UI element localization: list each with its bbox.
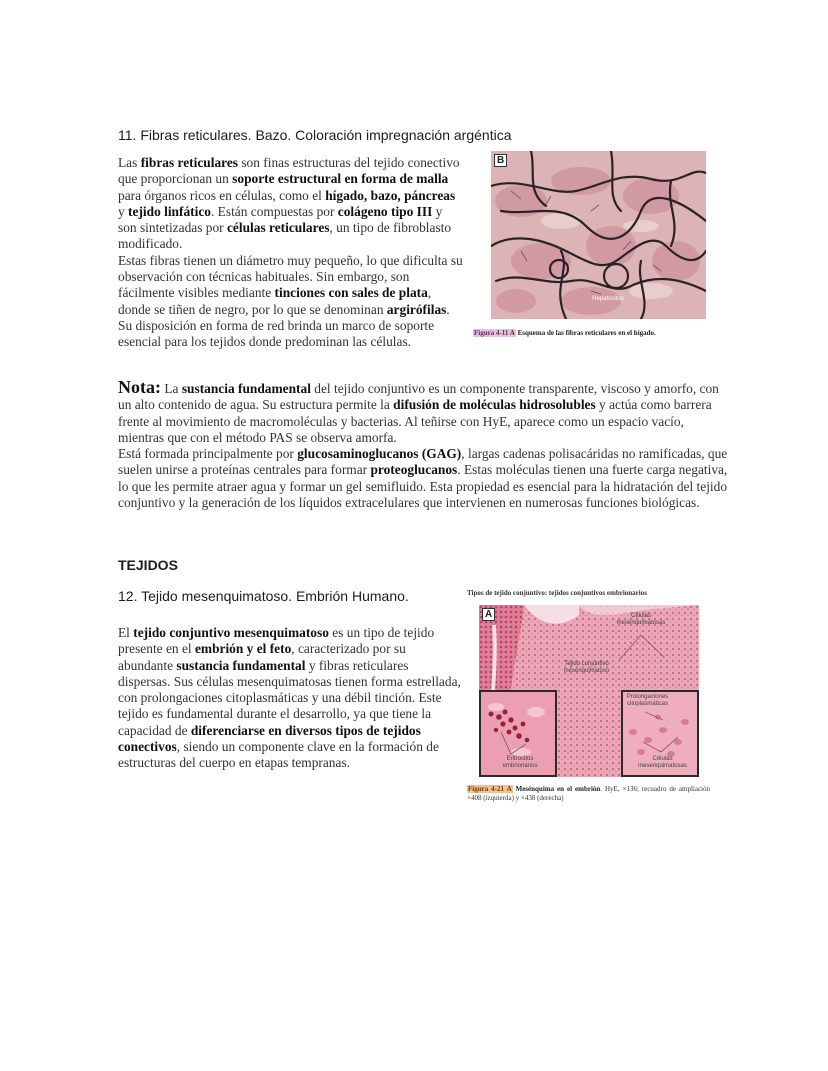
inset-left [479, 690, 557, 777]
section-12-heading: 12. Tejido mesenquimatoso. Embrión Humano. [118, 588, 409, 604]
section-11-paragraph: Las fibras reticulares son finas estructuras del tejido conectivo que proporcionan un soporte estructural en forma de malla para órganos ricos en células, como el hígado, bazo, páncreas y tejido linfático. Están compuestas por colágeno tipo III y son sintetizadas por células reticulares, un tipo de fibroblasto modificado. Estas fibras tienen un diámetro muy pequeño, lo que dificulta su observación con técnicas habituales. Sin embargo, son fácilmente visibles mediante tinciones con sales de plata, donde se tiñen de negro, por lo que se denominan argirófilas. Su disposición en forma de red brinda un marco de soporte esencial para los tejidos donde predominan las células. [118, 155, 463, 350]
figure-4-21-bold: Mesénquima en el embrión [512, 785, 601, 793]
mesenchyme-micrograph [479, 605, 699, 777]
celulas-inset-label: Células mesenquimatosas [638, 756, 687, 769]
section-11-heading: 11. Fibras reticulares. Bazo. Coloración impregnación argéntica [118, 127, 512, 143]
figure-letter-a: A [482, 608, 495, 621]
liver-silver-stain-image [491, 151, 706, 319]
tejido-conjuntivo-label: Tejido conjuntivo mesenquimatoso [563, 661, 610, 674]
reticular-fibers-micrograph [491, 151, 706, 319]
hepatocitos-label: Hepatocitos [592, 296, 624, 302]
eritrocitos-label: Eritrocitos embrionarios [502, 756, 538, 769]
section-12-paragraph: El tejido conjuntivo mesenquimatoso es un tipo de tejido presente en el embrión y el feto, caracterizado por su abundante sustancia fundamental y fibras reticulares dispersas. Sus células mesenquimatosas tienen forma estrellada, con prolongaciones citoplasmáticas y una débil tinción. Este tejido es fundamental durante el desarrollo, ya que tiene la capacidad de diferenciarse en diversos tipos de tejidos conectivos, siendo un componente clave en la formación de estructuras del cuerpo en etapas tempranas. [118, 625, 461, 771]
figure-4-11-label: Figura 4-11 A [474, 329, 515, 337]
figure-4-21-caption [467, 785, 710, 803]
nota-body: La sustancia fundamental del tejido conjuntivo es un componente transparente, viscoso y amorfo, con un alto contenido de agua. Su estructura permite la difusión de moléculas hidrosolubles y actúa como barrera frente al movimiento de macromoléculas y bacterias. Al teñirse con HyE, aparece como un espacio vacío, mientras que con el método PAS se observa amorfa. Está formada principalmente por glucosaminoglucanos (GAG), largas cadenas polisacáridas no ramificadas, que suelen unirse a proteínas centrales para formar proteoglucanos. Estas moléculas tienen una fuerte carga negativa, lo que les permite atraer agua y formar un gel semifluido. Esta propiedad es esencial para la hidratación del tejido conjuntivo y la generación de los líquidos extracelulares que intervienen en numerosas funciones biológicas. [118, 381, 728, 511]
figure-4-21-label: Figura 4-21 A [468, 785, 512, 793]
tejidos-heading: TEJIDOS [118, 557, 178, 573]
nota-paragraph [118, 379, 728, 511]
nota-label: Nota: [118, 377, 161, 397]
prolongaciones-label: Prolongaciones citoplasmáticas [626, 694, 669, 707]
figure-4-21-title: Tipos de tejido conjuntivo: tejidos conjuntivos embrionarios [467, 589, 647, 597]
inset-right [621, 690, 699, 777]
figure-4-21-text: . HyE, ×136; recuadro de ampliación ×408 (izquierda) y ×438 (derecha) [467, 785, 710, 802]
figure-4-11-text: Esquema de las fibras reticulares en el hígado. [515, 329, 656, 337]
figure-letter-b: B [494, 154, 507, 167]
figure-4-11-caption [473, 329, 713, 337]
celulas-mesenquimatosas-label: Células mesenquimatosas [616, 613, 666, 626]
